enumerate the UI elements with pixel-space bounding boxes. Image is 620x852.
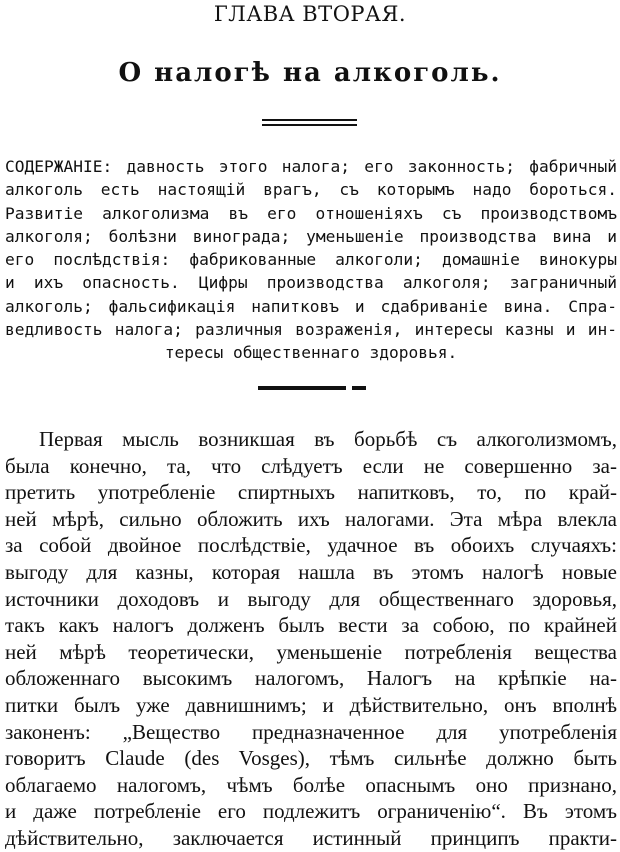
body-text [5,426,617,852]
chapter-title: О налогѣ на алкоголь. [118,58,502,88]
title-divider [262,119,357,126]
body-line: питки былъ уже давнишнимъ; и дѣйствительно, онъ вполнѣ [5,692,617,717]
summary-line: и ихъ опасность. Цифры производства алкоголя; заграничный [5,273,617,293]
chapter-heading: ГЛАВА ВТОРАЯ. [213,2,407,26]
body-line: ней мѣрѣ, сильно обложить ихъ налогами. Эта мѣра влекла [5,506,617,531]
summary-line: тересы общественнаго здоровья. [164,343,458,363]
summary-line: его послѣдствiя: фабрикованные алкоголи; домашнiе винокуры [5,250,617,270]
body-line: облагаемо налогомъ, чѣмъ болѣе опаснымъ оно признано, [5,772,617,797]
body-line: дѣйствительно, заключается истинный принципъ практи- [5,825,617,850]
summary-line: алкоголь; фальсификацiя напитковъ и сдабриванiе вина. Спра- [5,296,617,316]
body-line: такъ какъ налогъ долженъ былъ вести за собою, по крайней [5,613,617,638]
body-line: ней мѣрѣ теоретически, уменьшенiе потребленiя вещества [5,639,617,664]
body-line: была конечно, та, что слѣдуетъ если не совершенно за- [5,453,617,478]
chapter-summary [5,155,617,365]
body-line: законенъ: „Вещество предназначенное для употребленiя [5,719,617,744]
summary-line: алкоголь есть настоящiй врагъ, съ которымъ надо бороться. [5,180,617,200]
section-divider-gap [346,385,352,391]
body-line: выгоду для казны, которая нашла въ этомъ налогѣ новые [5,559,617,584]
summary-line: алкоголя; болѣзни винограда; уменьшенiе производства вина и [5,226,617,246]
body-line: претить употребленiе спиртныхъ напитковъ, то, по край- [5,480,617,505]
summary-line: ведливость налога; различныя возраженiя, интересы казны и ин- [5,320,617,340]
summary-line: Развитiе алкоголизма въ его отношенiяхъ съ производствомъ [5,203,617,223]
body-line: обложеннаго высокимъ налогомъ, Налогъ на крѣпкiе на- [5,666,617,691]
body-line: и даже потребленiе его подлежитъ ограниченiю“. Въ этомъ [5,799,617,824]
body-line: говоритъ Claude (des Vosges), тѣмъ сильнѣе должно быть [5,746,617,771]
body-line: Первая мысль возникшая въ борьбѣ съ алкоголизмомъ, [39,427,617,451]
body-line: источники доходовъ и выгоду для общественнаго здоровья, [5,586,617,611]
body-line: за собой двойное послѣдствiе, удачное въ обоихъ случаяхъ: [5,533,617,558]
summary-line: СОДЕРЖАНIЕ: давность этого налога; его законность; фабричный [5,157,617,176]
